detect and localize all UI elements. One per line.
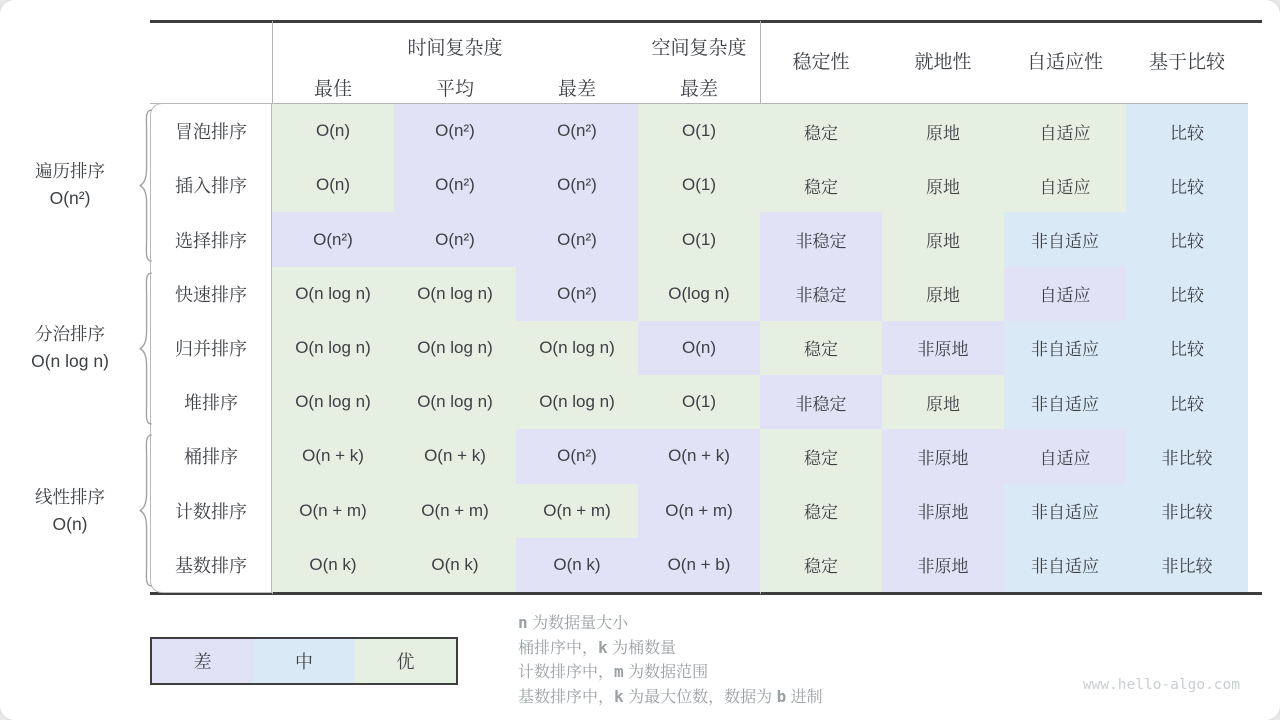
footnote-line	[518, 660, 823, 685]
footnote-text: 计数排序中，	[518, 664, 615, 681]
table-cell: O(n log n)	[394, 321, 516, 375]
algorithm-name: 快速排序	[175, 284, 247, 305]
table-cell: O(n²)	[516, 212, 638, 266]
table-cell: O(1)	[638, 104, 760, 158]
table-cell: O(n²)	[516, 429, 638, 483]
table-cell: O(n log n)	[272, 321, 394, 375]
table-cell: O(n + k)	[272, 429, 394, 483]
algorithm-name: 计数排序	[175, 501, 247, 522]
row-group	[0, 104, 150, 267]
footnote-variable: k	[598, 637, 608, 657]
group-name: 分治排序	[35, 323, 105, 344]
table-cell: O(n²)	[394, 158, 516, 212]
footnote-text: 为数据范围	[623, 664, 709, 681]
table-cell: O(n + m)	[638, 484, 760, 538]
table-cell: 非比较	[1126, 484, 1248, 538]
space-complexity-header: 空间复杂度	[651, 38, 747, 59]
table-cell: O(n + m)	[394, 484, 516, 538]
space-worst-subheader: 最差	[679, 79, 718, 100]
legend-item-mid: 中	[253, 639, 354, 683]
table-cell: 稳定	[760, 538, 882, 592]
algorithm-name: 插入排序	[175, 176, 247, 197]
table-cell: O(n²)	[394, 212, 516, 266]
table-cell: O(n k)	[394, 538, 516, 592]
time-average-subheader: 平均	[435, 79, 474, 100]
table-cell: 比较	[1126, 375, 1248, 429]
footnote-variable: k	[614, 686, 624, 706]
table-cell: O(n²)	[516, 158, 638, 212]
group-complexity: O(n²)	[49, 188, 91, 209]
group-complexity: O(n)	[52, 513, 88, 534]
algorithm-name: 桶排序	[184, 447, 238, 468]
table-cell: O(n²)	[272, 212, 394, 266]
table-cell: 原地	[882, 267, 1004, 321]
comparison-based-header: 基于比较	[1148, 52, 1225, 73]
footnote-text: 基数排序中，	[518, 688, 615, 706]
table-cell: 非自适应	[1004, 538, 1126, 592]
table-cell: O(n + m)	[516, 484, 638, 538]
table-body	[272, 104, 1248, 592]
table-cell: 稳定	[760, 158, 882, 212]
table-cell: O(n + m)	[272, 484, 394, 538]
table-cell: O(n log n)	[394, 375, 516, 429]
table-cell: 自适应	[1004, 158, 1126, 212]
time-worst-subheader: 最差	[557, 79, 596, 100]
table-cell: O(n²)	[394, 104, 516, 158]
table-cell: O(n)	[272, 158, 394, 212]
table-cell: 稳定	[760, 321, 882, 375]
table-cell: O(1)	[638, 375, 760, 429]
legend-item-bad: 差	[152, 639, 253, 683]
table-cell: 稳定	[760, 429, 882, 483]
table-cell: 非自适应	[1004, 375, 1126, 429]
row-group	[0, 267, 150, 430]
table-cell: 非原地	[882, 429, 1004, 483]
table-cell: 非原地	[882, 321, 1004, 375]
table-cell: 原地	[882, 158, 1004, 212]
footnote-variable: b	[776, 686, 787, 706]
table-cell: O(n + k)	[394, 429, 516, 483]
algorithm-name: 冒泡排序	[175, 122, 247, 143]
table-cell: O(n + k)	[638, 429, 760, 483]
table-cell: 自适应	[1004, 104, 1126, 158]
time-best-subheader: 最佳	[313, 79, 352, 100]
group-complexity: O(n log n)	[31, 350, 109, 371]
table-cell: 自适应	[1004, 429, 1126, 483]
table-cell: 非稳定	[760, 267, 882, 321]
in-place-header: 就地性	[914, 52, 972, 73]
footnotes	[518, 611, 823, 709]
footnote-variable: n	[518, 613, 528, 632]
table-cell: O(n²)	[516, 267, 638, 321]
table-cell: 稳定	[760, 104, 882, 158]
table-cell: 非自适应	[1004, 212, 1126, 266]
algorithm-name: 基数排序	[175, 555, 247, 576]
algorithm-name: 堆排序	[184, 393, 238, 414]
group-brace-icon	[138, 434, 154, 592]
table-cell: 自适应	[1004, 267, 1126, 321]
table-cell: 非比较	[1126, 429, 1248, 483]
legend-item-good: 优	[355, 639, 456, 683]
watermark-url: www.hello-algo.com	[1082, 677, 1240, 693]
table-cell: 非自适应	[1004, 484, 1126, 538]
table-cell: 非自适应	[1004, 321, 1126, 375]
group-label	[6, 484, 134, 538]
table-cell: O(n)	[272, 104, 394, 158]
footnote-text: 进制	[786, 688, 823, 706]
footnote-line	[518, 611, 823, 636]
adaptive-header: 自适应性	[1026, 52, 1103, 73]
time-complexity-header: 时间复杂度	[407, 38, 503, 59]
table-cell: O(log n)	[638, 267, 760, 321]
table-cell: O(1)	[638, 212, 760, 266]
stability-header: 稳定性	[792, 52, 850, 73]
table-bottom-border	[150, 592, 1262, 595]
table-cell: 非原地	[882, 538, 1004, 592]
table-cell: O(n log n)	[516, 375, 638, 429]
algorithm-name: 选择排序	[175, 230, 247, 251]
table-cell: 比较	[1126, 321, 1248, 375]
table-cell: 原地	[882, 104, 1004, 158]
table-cell: O(1)	[638, 158, 760, 212]
table-cell: O(n²)	[516, 104, 638, 158]
group-brace-icon	[138, 272, 154, 430]
table-cell: 原地	[882, 212, 1004, 266]
algorithm-name-column	[150, 103, 272, 593]
table-cell: 稳定	[760, 484, 882, 538]
table-cell: 非原地	[882, 484, 1004, 538]
table-cell: O(n + b)	[638, 538, 760, 592]
table-cell: 比较	[1126, 212, 1248, 266]
table-cell: O(n k)	[516, 538, 638, 592]
footnote-line	[518, 685, 823, 710]
table-cell: O(n k)	[272, 538, 394, 592]
table-cell: 比较	[1126, 104, 1248, 158]
table-cell: O(n log n)	[394, 267, 516, 321]
table-cell: 原地	[882, 375, 1004, 429]
footnote-text: 为最大位数，数据为	[623, 688, 777, 706]
row-group	[0, 429, 150, 592]
group-name: 线性排序	[35, 486, 105, 507]
footnote-variable: m	[614, 662, 624, 681]
table-cell: O(n log n)	[516, 321, 638, 375]
grade-legend	[150, 637, 458, 685]
table-cell: O(n log n)	[272, 267, 394, 321]
group-brace-icon	[138, 109, 154, 267]
table-cell: O(n log n)	[272, 375, 394, 429]
table-cell: 非稳定	[760, 212, 882, 266]
table-cell: 比较	[1126, 158, 1248, 212]
group-label	[6, 158, 134, 212]
footnote-text: 为数据量大小	[527, 615, 629, 632]
algorithm-name: 归并排序	[175, 338, 247, 359]
table-cell: O(n)	[638, 321, 760, 375]
group-label	[6, 321, 134, 375]
footnote-text: 桶排序中，	[518, 639, 599, 657]
table-cell: 比较	[1126, 267, 1248, 321]
table-cell: 非稳定	[760, 375, 882, 429]
group-name: 遍历排序	[35, 161, 105, 182]
footnote-line	[518, 636, 823, 661]
table-cell: 非比较	[1126, 538, 1248, 592]
footnote-text: 为桶数量	[607, 639, 677, 657]
